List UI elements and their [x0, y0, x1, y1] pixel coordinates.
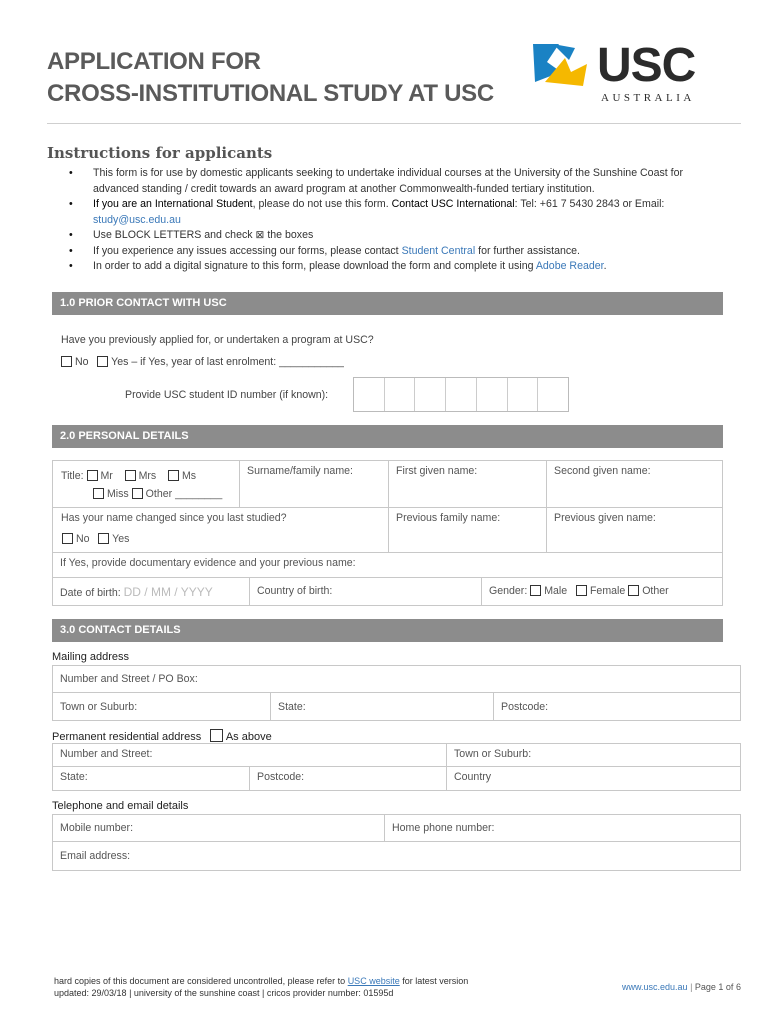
gender-male-checkbox[interactable] [530, 585, 541, 596]
logo-wordmark: USC [597, 39, 696, 92]
instructions-list [67, 166, 722, 275]
page-title [47, 46, 494, 110]
logo-subtitle: AUSTRALIA [601, 92, 695, 104]
digit-box[interactable] [508, 378, 539, 411]
prior-contact-question: Have you previously applied for, or undertaken a program at USC? [61, 334, 374, 346]
mailing-address-heading: Mailing address [52, 651, 130, 663]
permanent-street-field[interactable]: Number and Street: [52, 743, 447, 767]
adobe-reader-link[interactable]: Adobe Reader [535, 260, 604, 272]
footer-site-link[interactable]: www.usc.edu.au [622, 982, 688, 992]
student-id-boxes[interactable] [353, 377, 569, 412]
telephone-email-heading: Telephone and email details [52, 800, 189, 812]
title-mr-checkbox[interactable] [87, 470, 98, 481]
title-miss-checkbox[interactable] [93, 488, 104, 499]
digit-box[interactable] [385, 378, 416, 411]
section-3-header: 3.0 CONTACT DETAILS [52, 619, 723, 642]
permanent-postcode-field[interactable]: Postcode: [249, 766, 447, 791]
list-item: • In order to add a digital signature to this form, please download the form and complete it using Adobe Reader. [67, 259, 722, 275]
list-item: • If you experience any issues accessing our forms, please contact Student Central for further assistance. [67, 244, 722, 260]
as-above-checkbox[interactable] [210, 729, 223, 742]
list-item: • Use BLOCK LETTERS and check ⊠ the boxes [67, 228, 722, 244]
title-other-checkbox[interactable] [132, 488, 143, 499]
title-label: Title: [61, 470, 84, 482]
mailing-state-field[interactable]: State: [270, 692, 494, 721]
usc-website-link[interactable]: USC website [347, 976, 400, 986]
name-changed-yes-checkbox[interactable] [98, 533, 109, 544]
footer-text: hard copies of this document are considered uncontrolled, please refer to USC website for latest version updated: 29/03/18 | university of the sunshine coast | cricos provider number: 01595d [54, 976, 469, 998]
title-ms-checkbox[interactable] [168, 470, 179, 481]
prior-no-label: No [74, 356, 89, 368]
country-of-birth-field[interactable]: Country of birth: [249, 577, 482, 606]
as-above-label: As above [225, 731, 272, 743]
previous-given-name-field[interactable]: Previous given name: [546, 507, 723, 553]
prior-yes-checkbox[interactable] [97, 356, 108, 367]
previous-family-name-field[interactable]: Previous family name: [388, 507, 547, 553]
gender-female-checkbox[interactable] [576, 585, 587, 596]
list-item: • If you are an International Student, please do not use this form. Contact USC International: Tel: +61 7 5430 2843 or Email: study@usc.edu.au [67, 197, 722, 228]
list-item: • This form is for use by domestic applicants seeking to undertake individual courses at the University of the Sunshine Coast for advanced standing / credit towards an award program at another Commonwealth-funded tertiary institution. [67, 166, 722, 197]
digit-box[interactable] [446, 378, 477, 411]
section-2-header: 2.0 PERSONAL DETAILS [52, 425, 723, 448]
mailing-town-field[interactable]: Town or Suburb: [52, 692, 271, 721]
permanent-country-field[interactable]: Country [446, 766, 741, 791]
home-phone-field[interactable]: Home phone number: [384, 814, 741, 842]
title-line-1: APPLICATION FOR [47, 48, 261, 75]
gender-field: Gender: Male Female Other [481, 577, 723, 606]
digit-box[interactable] [415, 378, 446, 411]
email-field[interactable]: Email address: [52, 841, 741, 871]
name-changed-field: Has your name changed since you last studied? No Yes [52, 507, 389, 553]
permanent-address-heading: Permanent residential address As above [52, 731, 272, 743]
title-line-2: CROSS-INSTITUTIONAL STUDY AT USC [47, 80, 494, 107]
dob-field[interactable]: Date of birth: DD / MM / YYYY [52, 577, 250, 606]
student-id-label: Provide USC student ID number (if known): [125, 389, 329, 401]
prior-yes-label: Yes – if Yes, year of last enrolment: ___________ [111, 356, 344, 368]
permanent-town-field[interactable]: Town or Suburb: [446, 743, 741, 767]
study-email-link[interactable]: study@usc.edu.au [93, 213, 181, 226]
second-name-field[interactable]: Second given name: [546, 460, 723, 508]
student-central-link[interactable]: Student Central [401, 244, 476, 257]
digit-box[interactable] [538, 378, 568, 411]
instructions-heading: Instructions for applicants [47, 144, 273, 162]
prior-contact-options [61, 356, 344, 368]
title-field: Title: Mr Mrs Ms Miss Other ________ [52, 460, 240, 508]
header-divider [47, 123, 741, 124]
dob-placeholder: DD / MM / YYYY [123, 585, 213, 599]
digit-box[interactable] [354, 378, 385, 411]
first-name-field[interactable]: First given name: [388, 460, 547, 508]
page-number: Page 1 of 6 [694, 982, 741, 992]
mailing-postcode-field[interactable]: Postcode: [493, 692, 741, 721]
digit-box[interactable] [477, 378, 508, 411]
prior-no-checkbox[interactable] [61, 356, 72, 367]
evidence-field[interactable]: If Yes, provide documentary evidence and your previous name: [52, 552, 723, 578]
name-changed-no-checkbox[interactable] [62, 533, 73, 544]
usc-logo [531, 39, 731, 108]
gender-other-checkbox[interactable] [628, 585, 639, 596]
permanent-state-field[interactable]: State: [52, 766, 250, 791]
surname-field[interactable]: Surname/family name: [239, 460, 389, 508]
title-mrs-checkbox[interactable] [125, 470, 136, 481]
section-1-header: 1.0 PRIOR CONTACT WITH USC [52, 292, 723, 315]
mobile-number-field[interactable]: Mobile number: [52, 814, 385, 842]
mailing-street-field[interactable]: Number and Street / PO Box: [52, 665, 741, 693]
footer-right: www.usc.edu.au | Page 1 of 6 [622, 982, 741, 992]
